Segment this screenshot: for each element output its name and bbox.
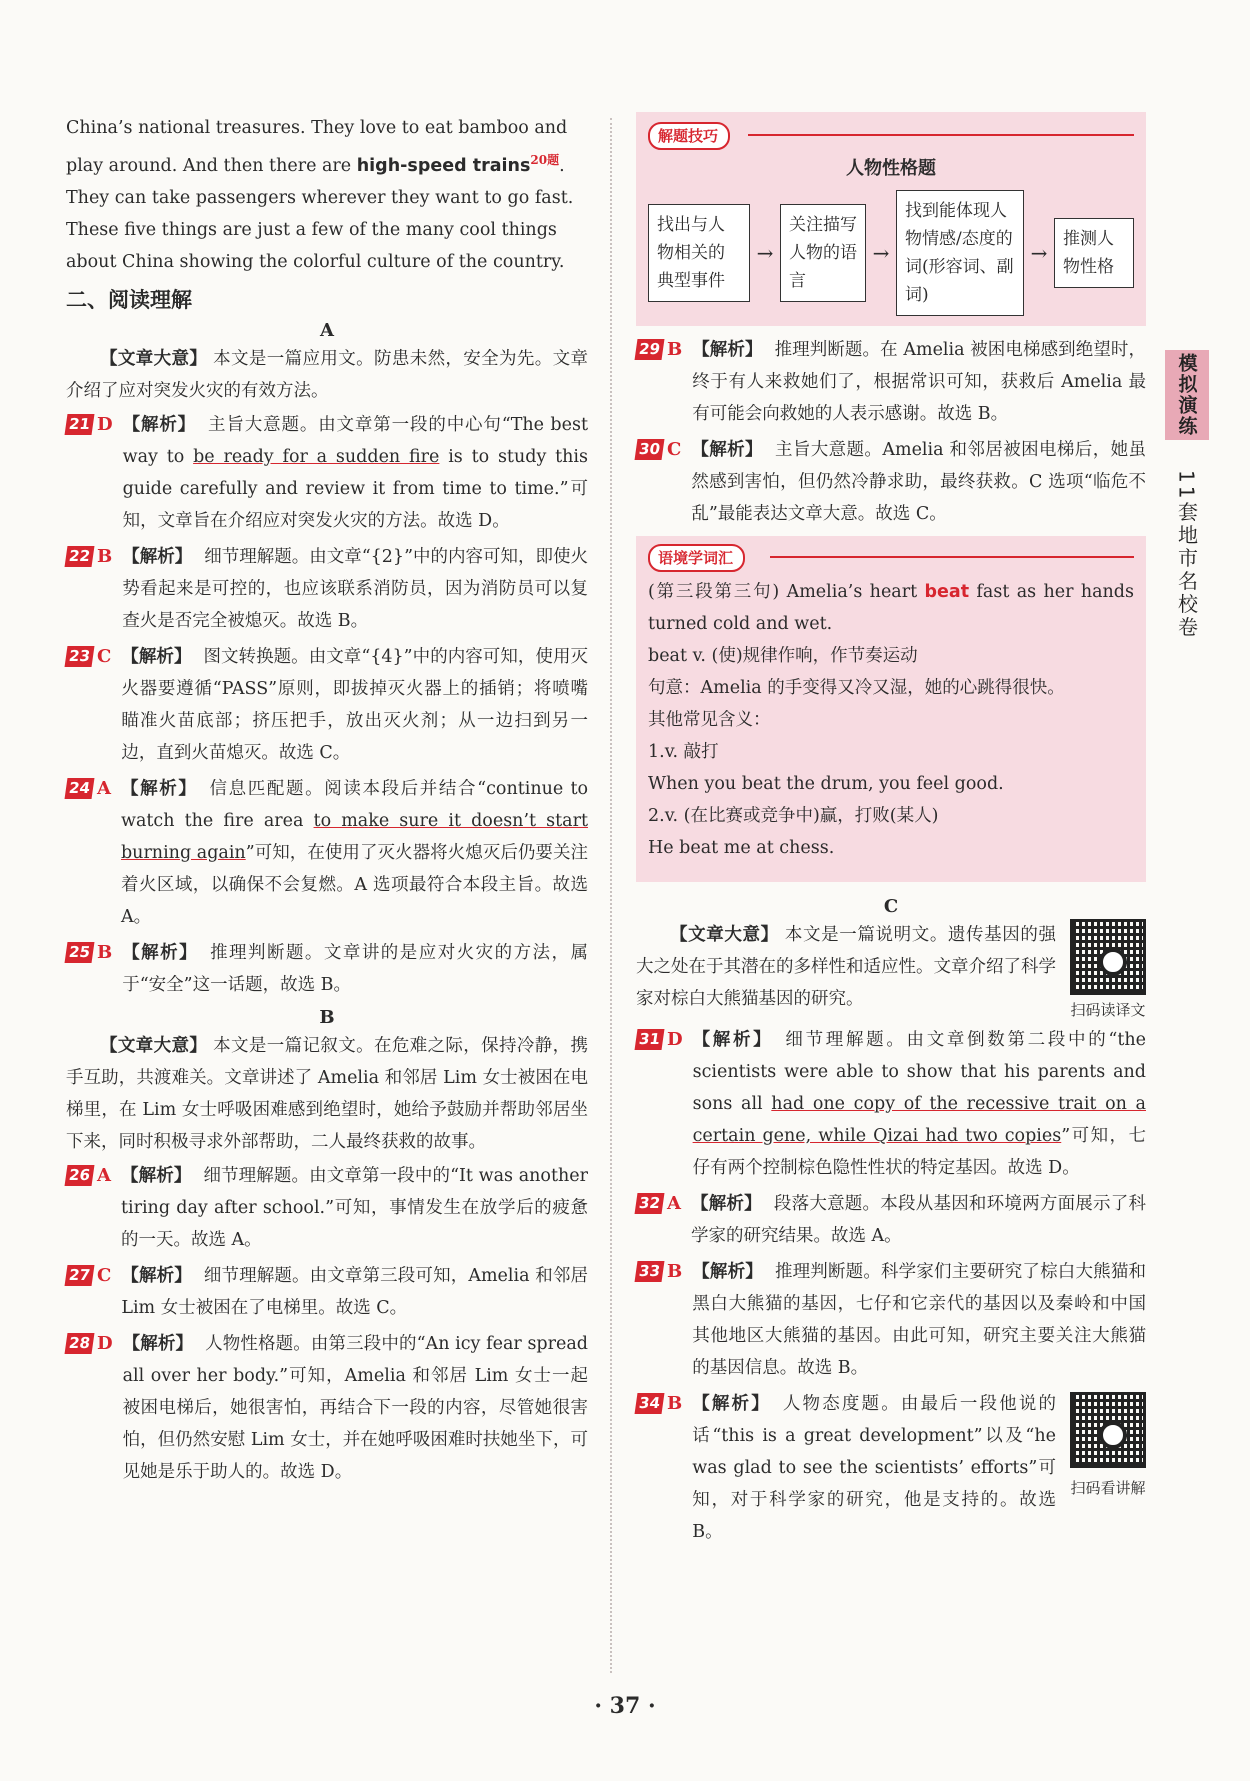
answer-21 (66, 409, 588, 537)
answer-26 (66, 1160, 588, 1256)
flow-step-3: 找到能体现人物情感/态度的词(形容词、副词) (896, 190, 1024, 316)
answer-28 (66, 1328, 588, 1488)
underlined-text: had one copy of the recessive trait on a certain gene, while Qizai had two copies (692, 1094, 1146, 1146)
answer-letter: A (97, 777, 111, 799)
part-c-label: C (883, 896, 899, 917)
vocab-box (636, 536, 1146, 882)
summary-text: 本文是一篇说明文。遗传基因的强大之处在于其潜在的多样性和适应性。文章介绍了科学家对棕白大熊猫基因的研究。 (636, 925, 1057, 1009)
explanation-text: 信息匹配题。阅读本段后并结合“continue to watch the fire area (120, 778, 589, 831)
part-b-label: B (319, 1006, 335, 1028)
explanation (692, 334, 1146, 430)
summary-tag: 【文章大意】 (100, 1035, 208, 1056)
column-divider (610, 118, 612, 1673)
question-number: 30 (635, 439, 665, 460)
summary-text: 本文是一篇应用文。防患未然，安全为先。文章介绍了应对突发火灾的有效方法。 (66, 348, 589, 401)
explanation-tag: 【解析】 (692, 1262, 763, 1282)
explanation-tag: 【解析】 (122, 942, 199, 963)
explanation-text: 图文转换题。由文章“{4}”中的内容可知，使用灭火器要遵循“PASS”原则，即拔掉灭火器上的插销；将喷嘴瞄准火苗底部；挤压把手，放出灭火剂；从一边扫到另一边，直到火苗熄灭。故选 C。 (121, 646, 589, 763)
explanation-tag: 【解析】 (691, 440, 763, 460)
explanation-tag: 【解析】 (690, 1194, 762, 1214)
flow-step-2: 关注描写人物的语言 (780, 204, 866, 302)
answer-30 (636, 434, 1146, 530)
tip-banner (648, 122, 1134, 148)
side-tab: 模拟演练 (1165, 350, 1209, 440)
vocab-example-2: He beat me at chess. (648, 838, 835, 858)
question-number: 34 (635, 1393, 665, 1414)
explanation-text-2: ”可知，七仔有两个控制棕色隐性性状的特定基因。故选 D。 (692, 1126, 1146, 1178)
qr-code-icon[interactable] (1070, 1392, 1146, 1468)
underlined-text: to make sure it doesn’t start burning again (120, 810, 588, 863)
explanation (692, 1388, 1146, 1548)
explanation-text: 人物态度题。由最后一段他说的话“this is a great development”以及“he was glad to see the scientists’ efforts”可知，对于科学家的研究，他是支持的。故选 B。 (692, 1394, 1057, 1542)
explanation-tag: 【解析】 (121, 646, 192, 667)
arrow-right-icon: → (872, 241, 890, 265)
vocab-sentence-a: (第三段第三句) Amelia’s heart (648, 582, 925, 602)
answer-34 (636, 1388, 1146, 1548)
qr-translation[interactable] (1070, 919, 1146, 1020)
explanation (123, 1328, 588, 1488)
explanation-text: 推理判断题。科学家们主要研究了棕白大熊猫和黑白大熊猫的基因，七仔和它亲代的基因以及秦岭和中国其他地区大熊猫的基因。由此可知，研究主要关注大熊猫的基因信息。故选 B。 (692, 1262, 1147, 1378)
explanation (693, 1024, 1146, 1184)
explanation (691, 434, 1146, 530)
answer-letter: C (667, 439, 682, 460)
part-a-label: A (320, 319, 334, 341)
intro-period: . (559, 155, 565, 176)
explanation-text: 段落大意题。本段从基因和环境两方面展示了科学家的研究结果。故选 A。 (690, 1194, 1146, 1246)
explanation-tag: 【解析】 (122, 414, 197, 435)
answer-letter: B (97, 941, 113, 963)
part-a-summary (66, 343, 588, 407)
underlined-text: be ready for a sudden fire (193, 446, 440, 467)
answer-29 (636, 334, 1146, 430)
side-label: 11套地市名校卷 (1174, 470, 1199, 640)
question-number: 23 (65, 646, 95, 667)
intro-line-3: They can take passengers wherever they want to go fast. (66, 187, 574, 208)
answer-24 (66, 773, 588, 933)
vocab-badge: 语境学词汇 (648, 544, 745, 572)
left-column (66, 112, 588, 1492)
question-number: 32 (635, 1193, 665, 1214)
vocab-example-1: When you beat the drum, you feel good. (648, 774, 1004, 794)
answer-letter: C (97, 645, 112, 667)
answer-letter: B (667, 1261, 683, 1282)
section-title: 二、阅读理解 (66, 287, 192, 312)
qr-logo (1099, 1421, 1127, 1449)
intro-line-2 (66, 144, 588, 182)
flow-step-4: 推测人物性格 (1054, 218, 1134, 288)
arrow-right-icon: → (1030, 241, 1048, 265)
question-number: 31 (635, 1029, 665, 1050)
explanation-text-2: is to study this guide carefully and review it from time to time.”可知，文章旨在介绍应对突发火灾的方法。故选 D。 (122, 446, 589, 531)
answer-31 (636, 1024, 1146, 1184)
vocab-banner (648, 544, 1134, 570)
answer-32 (636, 1188, 1146, 1252)
explanation-tag: 【解析】 (121, 1265, 192, 1286)
explanation-text: 主旨大意题。由文章第一段的中心句“The best way to (122, 414, 588, 467)
explanation-text: 推理判断题。文章讲的是应对火灾的方法，属于“安全”这一话题，故选 B。 (122, 942, 588, 995)
tip-box (636, 112, 1146, 326)
vocab-other-heading: 其他常见含义： (648, 710, 771, 730)
vocab-meaning-2: 2.v. (在比赛或竞争中)赢，打败(某人) (648, 806, 939, 826)
explanation (121, 1160, 588, 1256)
qr-explanation[interactable] (1070, 1392, 1146, 1504)
answer-25 (66, 937, 588, 1001)
vocab-meaning-1: 1.v. 敲打 (648, 742, 719, 762)
highlight-high-speed-trains: high-speed trains (356, 155, 531, 176)
explanation (121, 773, 588, 933)
explanation (121, 1260, 588, 1324)
explanation-tag: 【解析】 (120, 778, 198, 799)
intro-line-4: These five things are just a few of the many cool things (66, 219, 557, 240)
explanation-tag: 【解析】 (122, 546, 193, 567)
qr-caption: 扫码读译文 (1070, 1001, 1146, 1019)
explanation (692, 1256, 1146, 1384)
explanation-text: 推理判断题。在 Amelia 被困电梯感到绝望时，终于有人来救她们了，根据常识可知，获救后 Amelia 最有可能会向救她的人表示感谢。故选 B。 (692, 340, 1147, 424)
answer-letter: B (667, 339, 683, 360)
answer-letter: D (97, 413, 113, 435)
qr-logo (1099, 948, 1127, 976)
tip-title: 人物性格题 (846, 158, 936, 179)
explanation-text: 细节理解题。由文章“{2}”中的内容可知，即使火势看起来是可控的，也应该联系消防员，因为消防员可以复查火是否完全被熄灭。故选 B。 (122, 546, 589, 631)
explanation-text-2: ”可知，在使用了灭火器将火熄灭后仍要关注着火区域，以确保不会复燃。A 选项最符合本段主旨。故选 A。 (120, 842, 588, 927)
explanation-tag: 【解析】 (692, 1030, 774, 1050)
explanation (122, 937, 588, 1001)
vocab-translation: 句意：Amelia 的手变得又冷又湿，她的心跳得很快。 (648, 678, 1065, 698)
vocab-definition: beat v. (使)规律作响，作节奏运动 (648, 646, 918, 666)
answer-letter: B (97, 545, 113, 567)
question-number: 25 (65, 942, 95, 963)
flow-step-1: 找出与人物相关的典型事件 (648, 204, 750, 302)
tip-flowchart (648, 190, 1134, 316)
answer-33 (636, 1256, 1146, 1384)
summary-tag: 【文章大意】 (670, 925, 779, 945)
intro-line-1: China’s national treasures. They love to eat bamboo and (66, 118, 568, 138)
answer-letter: C (97, 1264, 112, 1286)
explanation-text: 细节理解题。由文章第一段中的“It was another tiring day after school.”可知，事情发生在放学后的疲惫的一天。故选 A。 (120, 1165, 588, 1250)
question-number: 28 (65, 1333, 95, 1354)
answer-letter: A (97, 1164, 111, 1186)
question-number: 24 (65, 778, 95, 799)
summary-tag: 【文章大意】 (100, 348, 208, 369)
vocab-sentence-b: fast as her hands turned cold and wet. (648, 582, 1134, 634)
question-ref-20: 20题 (530, 153, 560, 167)
arrow-right-icon: → (756, 241, 774, 265)
vocab-word: beat (924, 582, 970, 602)
answer-22 (66, 541, 588, 637)
tip-badge: 解题技巧 (648, 122, 730, 150)
question-number: 27 (65, 1265, 95, 1286)
answer-letter: D (667, 1029, 683, 1050)
question-number: 22 (65, 546, 95, 567)
question-number: 29 (635, 339, 665, 360)
explanation-text: 主旨大意题。Amelia 和邻居被困电梯后，她虽然感到害怕，但仍然冷静求助，最终获救。C 选项“临危不乱”最能表达文章大意。故选 C。 (691, 440, 1147, 524)
explanation-text: 细节理解题。由文章倒数第二段中的“the scientists were able to show that his parents and sons all (692, 1030, 1147, 1114)
explanation-tag: 【解析】 (692, 1394, 771, 1414)
explanation-tag: 【解析】 (120, 1165, 192, 1186)
right-column (636, 112, 1146, 1552)
explanation-tag: 【解析】 (122, 1333, 194, 1354)
answer-23 (66, 641, 588, 769)
explanation (691, 1188, 1146, 1252)
explanation (123, 409, 588, 537)
intro-line-5: about China showing the colorful culture of the country. (66, 251, 565, 272)
part-b-summary (66, 1030, 588, 1158)
answer-letter: A (667, 1193, 681, 1214)
page-number: · 37 · (594, 1693, 656, 1719)
summary-text: 本文是一篇记叙文。在危难之际，保持冷静，携手互助，共渡难关。文章讲述了 Amelia 和邻居 Lim 女士被困在电梯里，在 Lim 女士呼吸困难感到绝望时，她给予鼓励并帮助邻居坐下来，同时积极寻求外部帮助，二人最终获救的故事。 (66, 1035, 589, 1152)
banner-rule (770, 556, 1134, 558)
question-number: 33 (635, 1261, 665, 1282)
question-number: 26 (65, 1165, 95, 1186)
explanation (121, 641, 588, 769)
answer-letter: B (667, 1393, 683, 1414)
answer-27 (66, 1260, 588, 1324)
explanation (122, 541, 588, 637)
intro-line-2-text: play around. And then there are (66, 155, 357, 176)
explanation-text: 细节理解题。由文章第三段可知，Amelia 和邻居 Lim 女士被困在了电梯里。故选 C。 (121, 1265, 589, 1318)
question-number: 21 (65, 414, 95, 435)
answer-letter: D (97, 1332, 113, 1354)
qr-caption: 扫码看讲解 (1070, 1479, 1146, 1497)
explanation-tag: 【解析】 (692, 340, 763, 360)
vocab-sentence (648, 576, 1134, 640)
explanation-text: 人物性格题。由第三段中的“An icy fear spread all over her body.”可知，Amelia 和邻居 Lim 女士一起被困电梯后，她很害怕，再结合下一段的内容，尽管她很害怕，但仍然安慰 Lim 女士，并在她呼吸困难时扶她坐下，可见她是乐于助人的。故选 D。 (122, 1333, 588, 1482)
qr-code-icon[interactable] (1070, 919, 1146, 995)
banner-rule (748, 134, 1134, 136)
